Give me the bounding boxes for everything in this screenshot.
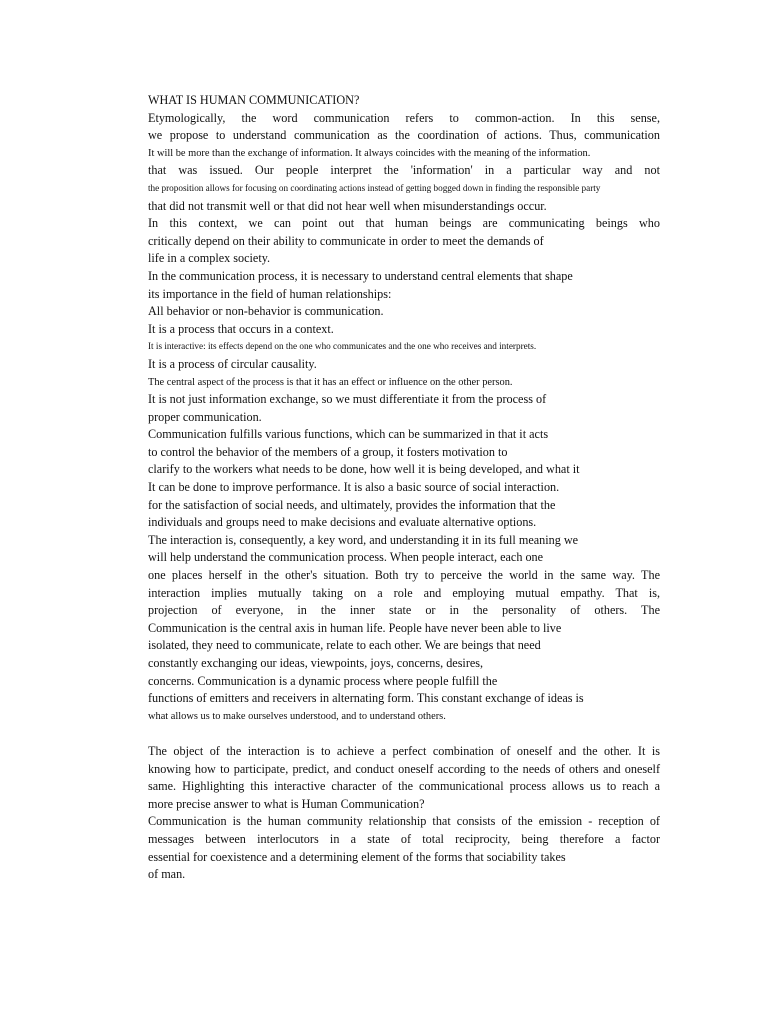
text-line: It is not just information exchange, so we must differentiate it from the process of (148, 392, 547, 407)
text-line: Communication fulfills various functions, which can be summarized in that it acts (148, 427, 549, 442)
text-line: The object of the interaction is to achieve a perfect combination of oneself and the other. It is (148, 743, 660, 758)
text-line: what allows us to make ourselves understood, and to understand others. (148, 710, 446, 722)
text-line: isolated, they need to communicate, relate to each other. We are beings that need (148, 638, 541, 653)
text-line: more precise answer to what is Human Communication? (148, 796, 425, 811)
text-line: It is a process that occurs in a context. (148, 321, 334, 336)
text-line: life in a complex society. (148, 251, 271, 266)
text-line: projection of everyone, in the inner state or in the personality of others. The (148, 603, 660, 618)
text-line: It can be done to improve performance. It is also a basic source of social interaction. (148, 480, 560, 495)
text-line: for the satisfaction of social needs, and ultimately, provides the information that the (148, 497, 556, 512)
text-line: same. Highlighting this interactive character of the communicational process allows us to reach a (148, 779, 660, 794)
text-line: of man. (148, 867, 186, 882)
text-line: In the communication process, it is necessary to understand central elements that shape (148, 268, 573, 283)
text-line: The central aspect of the process is that it has an effect or influence on the other person. (148, 376, 513, 388)
text-line: that was issued. Our people interpret the 'information' in a particular way and not (148, 163, 660, 178)
paragraph-break (148, 725, 660, 743)
text-line: messages between interlocutors in a state of total reciprocity, being therefore a factor (148, 831, 660, 846)
text-line: It is a process of circular causality. (148, 356, 317, 371)
text-line: one places herself in the other's situation. Both try to perceive the world in the same way. The (148, 568, 660, 583)
text-line: its importance in the field of human relationships: (148, 286, 392, 301)
text-line: proper communication. (148, 409, 262, 424)
text-line: functions of emitters and receivers in alternating form. This constant exchange of ideas is (148, 691, 584, 706)
text-line: Etymologically, the word communication refers to common-action. In this sense, (148, 110, 660, 125)
text-line: critically depend on their ability to communicate in order to meet the demands of (148, 233, 544, 248)
text-line: concerns. Communication is a dynamic process where people fulfill the (148, 673, 498, 688)
text-line: The interaction is, consequently, a key word, and understanding it in its full meaning we (148, 532, 579, 547)
text-line: Communication is the human community relationship that consists of the emission - reception of (148, 814, 660, 829)
document-body (148, 92, 660, 884)
text-line: individuals and groups need to make decisions and evaluate alternative options. (148, 515, 537, 530)
text-line: we propose to understand communication as the coordination of actions. Thus, communication (148, 128, 660, 143)
text-line: essential for coexistence and a determining element of the forms that sociability takes (148, 849, 566, 864)
document-title: WHAT IS HUMAN COMMUNICATION? (148, 93, 360, 107)
text-line: All behavior or non-behavior is communication. (148, 304, 384, 319)
text-line: that did not transmit well or that did not hear well when misunderstandings occur. (148, 198, 547, 213)
text-line: Communication is the central axis in human life. People have never been able to live (148, 620, 562, 635)
text-line: It is interactive: its effects depend on the one who communicates and the one who receives and interprets. (148, 341, 537, 352)
text-line: constantly exchanging our ideas, viewpoints, joys, concerns, desires, (148, 656, 484, 670)
text-line: It will be more than the exchange of information. It always coincides with the meaning of the information. (148, 147, 591, 159)
text-line: In this context, we can point out that human beings are communicating beings who (148, 216, 660, 231)
text-line: clarify to the workers what needs to be done, how well it is being developed, and what it (148, 462, 580, 477)
text-line: knowing how to participate, predict, and conduct oneself according to the needs of others and oneself (148, 761, 660, 776)
text-line: the proposition allows for focusing on coordinating actions instead of getting bogged down in finding the responsible party (148, 182, 601, 193)
text-line: will help understand the communication process. When people interact, each one (148, 550, 544, 565)
text-line: to control the behavior of the members of a group, it fosters motivation to (148, 444, 508, 459)
text-line: interaction implies mutually taking on a role and employing mutual empathy. That is, (148, 585, 660, 600)
document-lines (148, 110, 660, 884)
